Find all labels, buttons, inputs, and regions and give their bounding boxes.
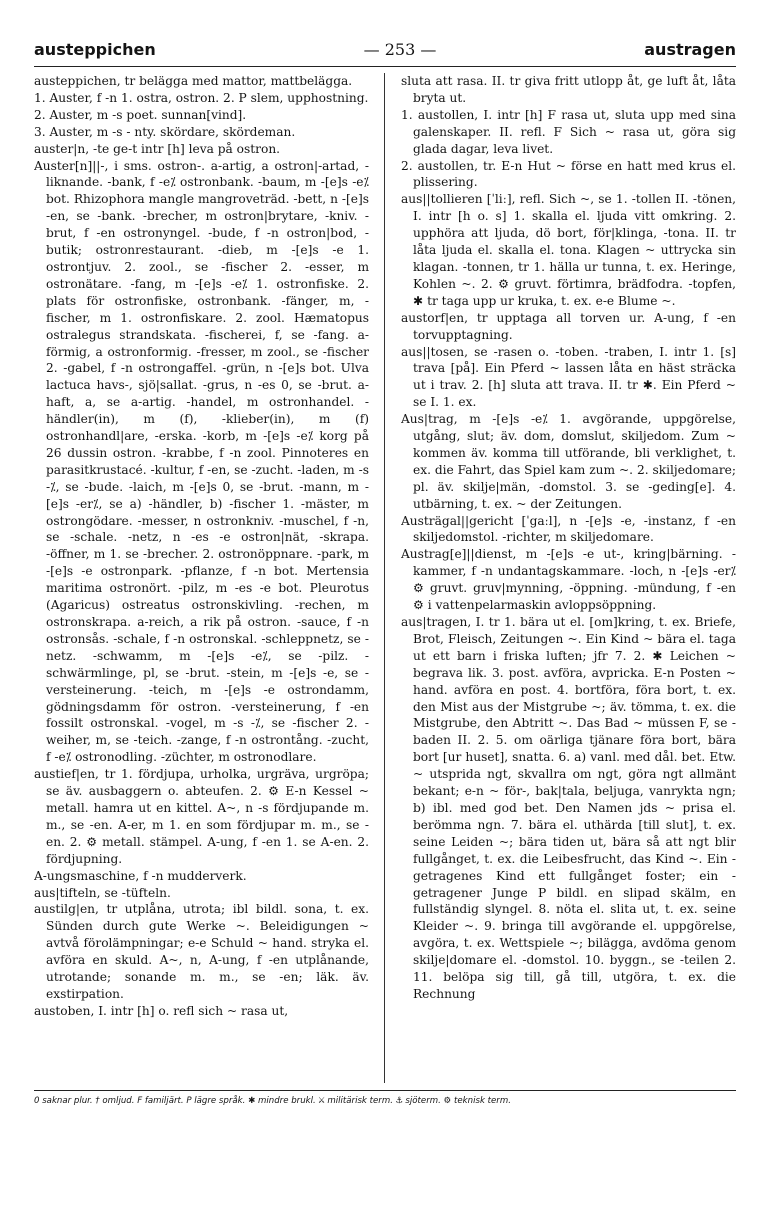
dictionary-entry: 1. austollen, I. intr [h] F rasa ut, sluta upp med sina galenskaper. II. refl. F Sich ~ rasa ut, göra sig glada dagar, leva livet. <box>401 107 736 156</box>
dictionary-entry: Aus|trag, m -[e]s -e⁒ 1. avgörande, uppgörelse, utgång, slut; äv. dom, domslut, skiljedom. Zum ~ kommen äv. komma till utförande, bli verklighet, t. ex. die Fahrt, das Spiel kam zum ~. 2. skiljedomare; pl. äv. skilje|män, -domstol. 3. se -geding[e]. 4. utbärning, t. ex. ~ der Zeitungen. <box>401 412 736 511</box>
dictionary-entry: austief|en, tr 1. fördjupa, urholka, urgräva, urgröpa; se äv. ausbaggern o. abteufen. 2. ⚙ E-n Kessel ~ metall. hamra ut en kittel. A~, n -s fördjupande m. m., se -en. A-er, m 1. en som fördjupar m. m., se -en. 2. ⚙ metall. stämpel. A-ung, f -en 1. se A-en. 2. fördjupning. <box>34 767 369 866</box>
right-guide-word: austragen <box>644 40 736 59</box>
dictionary-entry: austilg|en, tr utplåna, utrota; ibl bildl. sona, t. ex. Sünden durch gute Werke ~. Beleidigungen ~ avtvå förolämpningar; e-e Schuld ~ hand. stryka el. avföra en skuld. A~, n, A-ung, f -en utplånande, utrotande; sonande m. m., se -en; läk. äv. exstirpation. <box>34 902 369 1001</box>
dictionary-entry: sluta att rasa. II. tr giva fritt utlopp åt, ge luft åt, låta bryta ut. <box>401 74 736 105</box>
dictionary-entry: Auster[n]||-, i sms. ostron-. a-artig, a ostron|-artad, -liknande. -bank, f -e⁒ ostronbank. -baum, m -[e]s -e⁒ bot. Rhizophora mangle mangroveträd. -bett, n -[e]s -en, se -bank. -brecher, m ostron|brytare, -kniv. -brut, f -en ostronyngel. -bude, f -n ostron|bod, -butik; ostronrestaurant. -dieb, m -[e]s -e 1. ostrontjuv. 2. zool., se -fischer 2. -esser, m ostronätare. -fang, m -[e]s -e⁒ 1. ostronfiske. 2. plats för ostronfiske, ostronbank. -fänger, m, -fischer, m 1. ostronfiskare. 2. zool. Hæmatopus ostralegus strandskata. -fischerei, f, se -fang. a-förmig, a ostronformig. -fresser, m zool., se -fischer 2. -gabel, f -n ostrongaffel. -grün, n -[e]s bot. Ulva lactuca havs-, sjö|sallat. -grus, n -es 0, se -brut. a-haft, a, se a-artig. -handel, m ostronhandel. -händler(in), m (f), -klieber(in), m (f) ostronhandl|are, -erska. -korb, m -[e]s -e⁒ korg på 26 dussin ostron. -krabbe, f -n zool. Pinnoteres en parasitkrustacé. -kultur, f -en, se -zucht. -laden, m -s -⁒, se -bude. -laich, m -[e]s 0, se -brut. -mann, m -[e]s -er⁒, se a) -händler, b) -fischer 1. -mäster, m ostrongödare. -messer, n ostronkniv. -muschel, f -n, se -schale. -netz, n -es -e ostron|nät, -skrapa. -öffner, m 1. se -brecher. 2. ostronöppnare. -park, m -[e]s -e ostronpark. -pflanze, f -n bot. Mertensia maritima ostronört. -pilz, m -es -e bot. Pleurotus (Agaricus) ostreatus ostronskivling. -rechen, m ostronskrapa. a-reich, a rik på ostron. -sauce, f -n ostronsås. -schale, f -n ostronskal. -schleppnetz, se -netz. -schwamm, m -[e]s -e⁒, se -pilz. -schwärmlinge, pl, se -brut. -stein, m -[e]s -e, se -versteinerung. -teich, m -[e]s -e ostrondamm, gödningsdamm för ostron. -versteinerung, f -en fossilt ostronskal. -vogel, m -s -⁒, se -fischer 2. -weiher, m, se -teich. -zange, f -n ostrontång. -zucht, f -e⁒ ostronodling. -züchter, m ostronodlare. <box>34 158 369 765</box>
column-divider <box>384 73 385 1083</box>
left-guide-word: austeppichen <box>34 40 156 59</box>
dictionary-entry: Austrag[e]||dienst, m -[e]s -e ut-, kring|bärning. -kammer, f -n undantagskammare. -loch, n -[e]s -er⁒ ⚙ gruvt. gruv|mynning, -öppning. -mündung, f -en ⚙ i vattenpelarmaskin avloppsöppning. <box>401 547 736 613</box>
dictionary-entry: austeppichen, tr belägga med mattor, mattbelägga. <box>34 74 353 88</box>
dictionary-entry: aus||tollieren [ˈliː], refl. Sich ~, se 1. -tollen II. -tönen, I. intr [h o. s] 1. skalla el. ljuda vitt omkring. 2. upphöra att ljuda, dö bort, för|klinga, -tona. II. tr låta ljuda el. skalla el. tona. Klagen ~ uttrycka sin klagan. -tonnen, tr 1. hälla ur tunna, t. ex. Heringe, Kohlen ~. 2. ⚙ gruvt. förtimra, brädfodra. -topfen, ✱ tr taga upp ur kruka, t. ex. e-e Blume ~. <box>401 192 736 308</box>
columns <box>34 73 736 1083</box>
dictionary-entry: 1. Auster, f -n 1. ostra, ostron. 2. P slem, upphostning. <box>34 90 369 105</box>
dictionary-entry: auster|n, -te ge-t intr [h] leva på ostron. <box>34 141 281 156</box>
page-header <box>34 40 736 67</box>
abbreviation-legend: 0 saknar plur. † omljud. F familjärt. P lägre språk. ✱ mindre brukl. ⚔ militärisk term. ⚓ sjöterm. ⚙ teknisk term. <box>34 1090 736 1106</box>
dictionary-entry: Austrägal||gericht [ˈgaːl], n -[e]s -e, -instanz, f -en skiljedomstol. -richter, m skiljedomare. <box>401 513 736 545</box>
dictionary-entry: aus|tifteln, se -tüfteln. <box>34 885 171 900</box>
dictionary-entry: 2. austollen, tr. E-n Hut ~ förse en hatt med krus el. plissering. <box>401 158 736 190</box>
dictionary-entry: aus|tragen, I. tr 1. bära ut el. [om]kring, t. ex. Briefe, Brot, Fleisch, Zeitungen ~. Ein Kind ~ bära el. taga ut ett barn i friska luften; jfr 7. 2. ✱ Leichen ~ begrava lik. 3. post. avföra, avpricka. E-n Posten ~ hand. avföra en post. 4. bortföra, föra bort, t. ex. den Mist aus der Mistgrube ~; äv. tömma, t. ex. die Mistgrube, den Abtritt ~. Das Bad ~ müssen F, se -baden II. 2. 5. om oärliga tjänare föra bort, bära bort [ur huset], snatta. 6. a) vanl. med dål. bet. Etw. ~ utsprida ngt, skvallra om ngt, göra ngt allmänt bekant; e-n ~ för-, bak|tala, beljuga, vanrykta ngn; b) ibl. med god bet. Den Namen jds ~ prisa el. berömma ngn. 7. bära el. uthärda [till slut], t. ex. seine Leiden ~; bära tiden ut, bära så att ngt blir fullgånget, t. ex. die Leibesfrucht, das Kind ~. Ein -getragenes Kind ett fullgånget foster; ein -getragener Junge P bildl. en slipad skälm, en fullständig slyngel. 8. nöta el. slita ut, t. ex. seine Kleider ~. 9. bringa till avgörande el. uppgörelse, avgöra, t. ex. Wettspiele ~; bilägga, avdöma genom skilje|domare el. -domstol. 10. byggn., se -teilen 2. 11. belöpa sig till, gå till, utgöra, t. ex. die Rechnung <box>401 615 736 1001</box>
dictionary-entry: aus||tosen, se -rasen o. -toben. -traben, I. intr 1. [s] trava [på]. Ein Pferd ~ lassen låta en häst sträcka ut i trav. 2. [h] sluta att trava. II. tr ✱. Ein Pferd ~ se I. 1. ex. <box>401 344 736 410</box>
page-number: — 253 — <box>363 40 437 59</box>
left-column <box>34 73 369 1083</box>
dictionary-entry: 2. Auster, m -s poet. sunnan[vind]. <box>34 107 247 122</box>
dictionary-page <box>34 40 736 1083</box>
dictionary-entry: 3. Auster, m -s - nty. skördare, skördeman. <box>34 124 296 139</box>
dictionary-entry: A-ungsmaschine, f -n mudderverk. <box>34 868 247 883</box>
dictionary-entry: austorf|en, tr upptaga all torven ur. A-ung, f -en torvupptagning. <box>401 310 736 342</box>
dictionary-entry: austoben, I. intr [h] o. refl sich ~ rasa ut, <box>34 1003 289 1018</box>
right-column <box>401 73 736 1083</box>
